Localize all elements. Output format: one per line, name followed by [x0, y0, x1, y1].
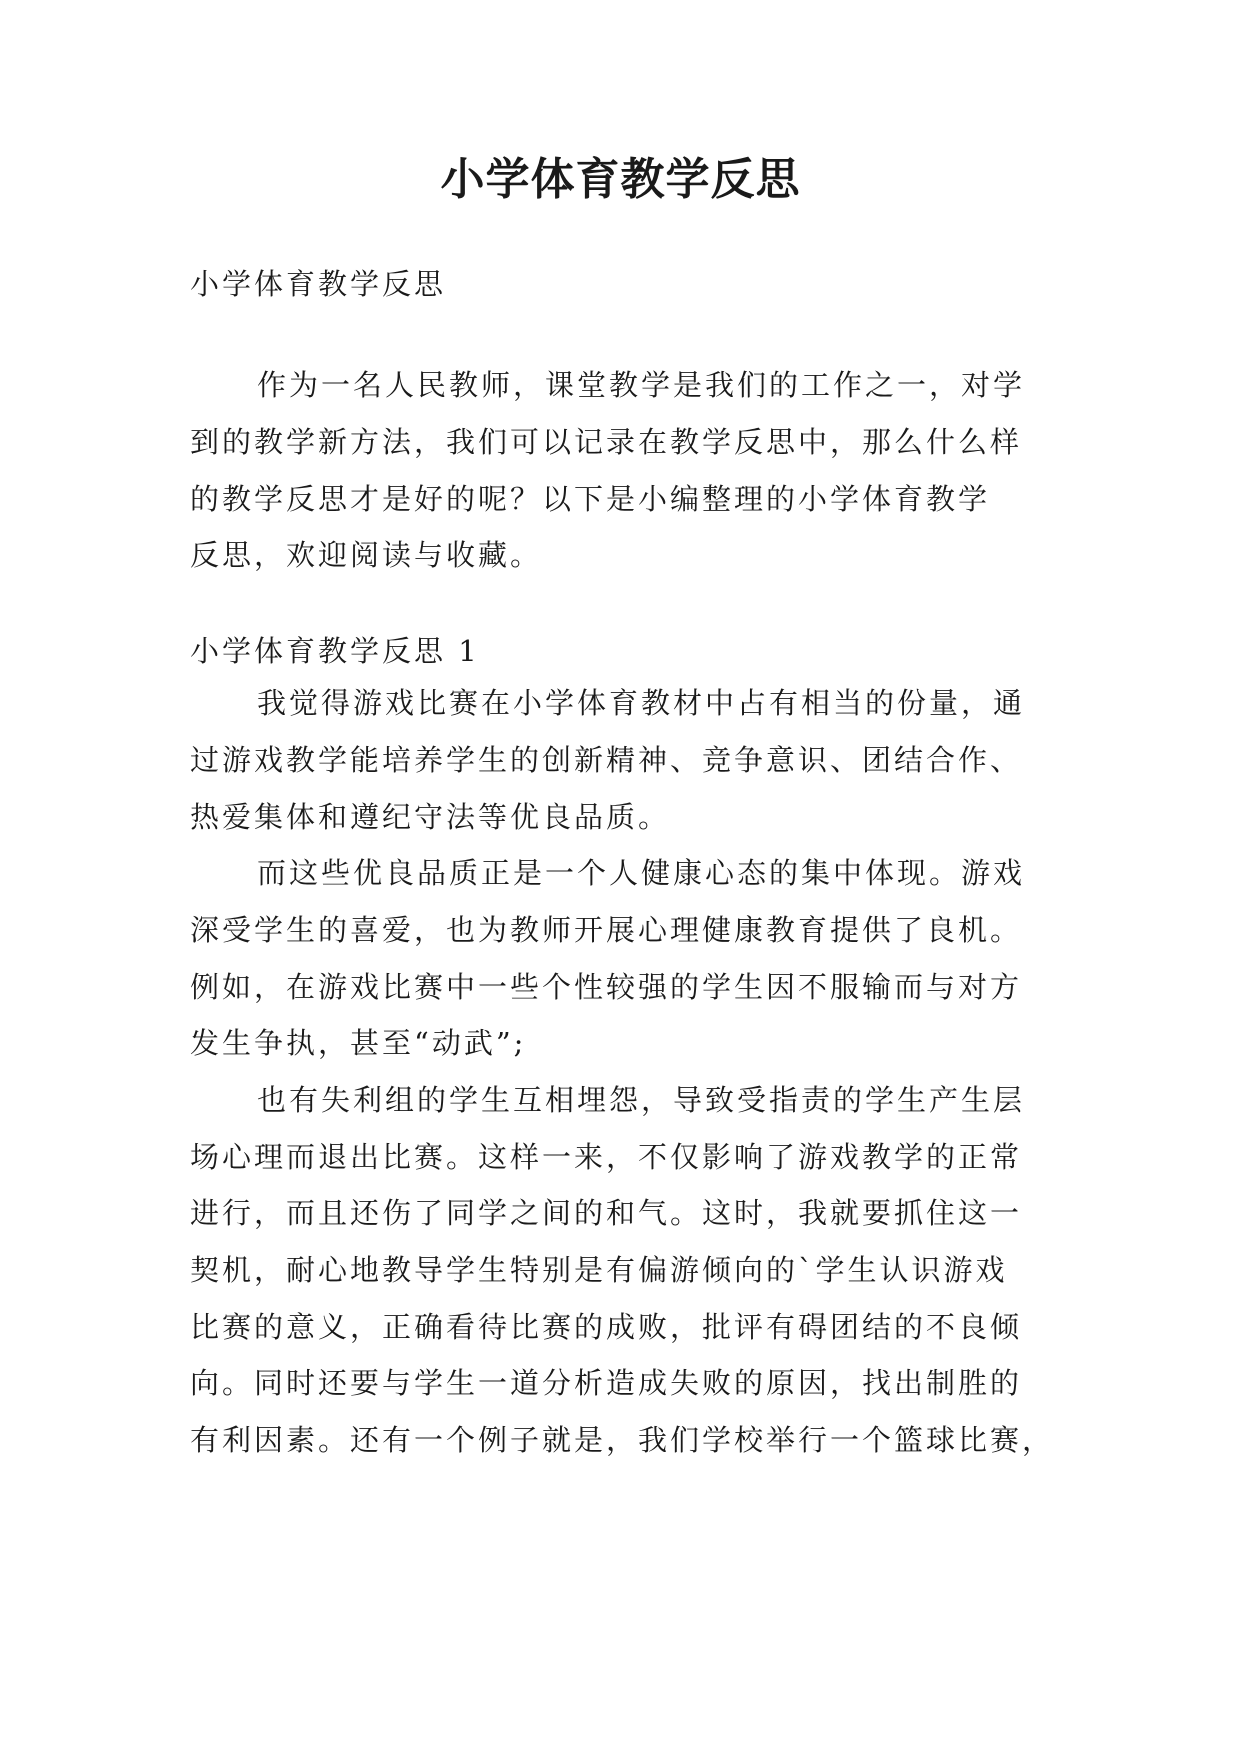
document-subtitle: 小学体育教学反思	[190, 267, 447, 301]
paragraph1-line: 热爱集体和遵纪守法等优良品质。	[190, 800, 671, 834]
paragraph3-line: 有利因素。还有一个例子就是，我们学校举行一个篮球比赛，	[190, 1423, 1055, 1457]
paragraph2-line: 深受学生的喜爱，也为教师开展心理健康教育提供了良机。	[190, 913, 1023, 947]
paragraph2-line: 发生争执，甚至“动武”;	[190, 1026, 527, 1060]
intro-line: 作为一名人民教师，课堂教学是我们的工作之一，对学	[257, 368, 1026, 402]
section-heading: 小学体育教学反思 1	[190, 634, 480, 668]
paragraph3-line: 比赛的意义，正确看待比赛的成败，批评有碍团结的不良倾	[190, 1310, 1023, 1344]
paragraph3-line: 也有失利组的学生互相埋怨，导致受指责的学生产生层	[257, 1083, 1026, 1117]
paragraph1-line: 过游戏教学能培养学生的创新精神、竞争意识、团结合作、	[190, 743, 1023, 777]
intro-line: 反思，欢迎阅读与收藏。	[190, 538, 543, 572]
intro-line: 到的教学新方法，我们可以记录在教学反思中，那么什么样	[190, 425, 1023, 459]
paragraph2-line: 而这些优良品质正是一个人健康心态的集中体现。游戏	[257, 856, 1026, 890]
paragraph3-line: 向。同时还要与学生一道分析造成失败的原因，找出制胜的	[190, 1366, 1023, 1400]
paragraph2-line: 例如，在游戏比赛中一些个性较强的学生因不服输而与对方	[190, 970, 1023, 1004]
document-title: 小学体育教学反思	[440, 154, 801, 205]
paragraph3-line: 契机，耐心地教导学生特别是有偏游倾向的`学生认识游戏	[190, 1253, 1008, 1287]
paragraph1-line: 我觉得游戏比赛在小学体育教材中占有相当的份量，通	[257, 686, 1026, 720]
intro-line: 的教学反思才是好的呢？以下是小编整理的小学体育教学	[190, 482, 991, 516]
paragraph3-line: 场心理而退出比赛。这样一来，不仅影响了游戏教学的正常	[190, 1140, 1023, 1174]
paragraph3-line: 进行，而且还伤了同学之间的和气。这时，我就要抓住这一	[190, 1196, 1023, 1230]
